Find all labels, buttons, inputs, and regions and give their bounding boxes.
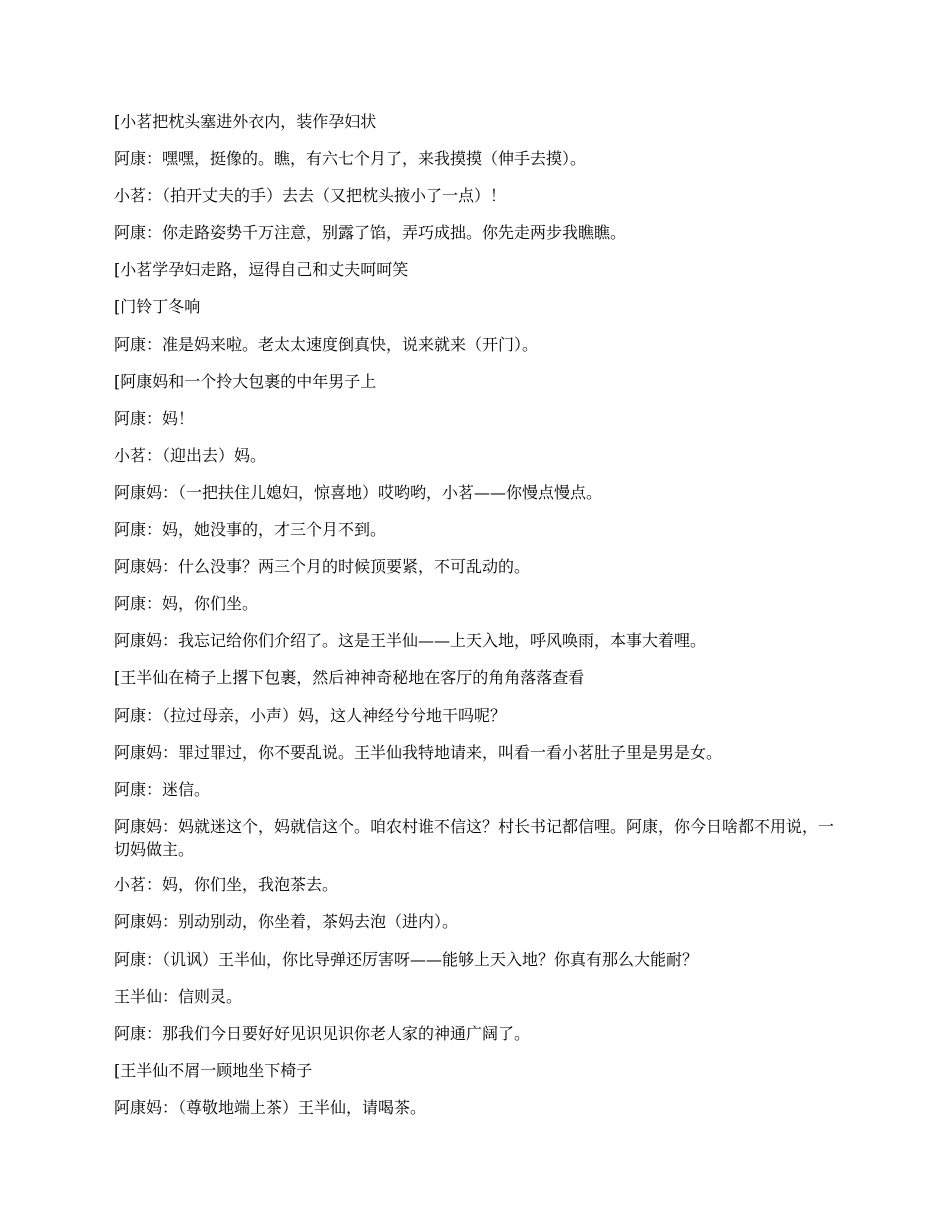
script-line: 小茗：妈，你们坐，我泡茶去。 <box>114 875 339 895</box>
script-line: 小茗：（迎出去）妈。 <box>114 445 267 465</box>
script-line: 阿康妈：妈就迷这个，妈就信这个。咱农村谁不信这？村长书记都信哩。阿康，你今日啥都不用说，一切妈做主。 <box>114 816 835 859</box>
script-line: 阿康：迷信。 <box>114 779 211 799</box>
script-line: 阿康妈：什么没事？两三个月的时候顶要紧，不可乱动的。 <box>114 557 531 577</box>
stage-direction: [王半仙不屑一顾地坐下椅子 <box>114 1060 313 1080</box>
script-line: 阿康：（拉过母亲，小声）妈，这人神经兮兮地干吗呢？ <box>114 705 507 725</box>
script-line: 王半仙：信则灵。 <box>114 986 243 1006</box>
script-line: 阿康妈：别动别动，你坐着，茶妈去泡（进内）。 <box>114 912 459 932</box>
script-line: 阿康：（讥讽）王半仙，你比导弹还厉害呀——能够上天入地？你真有那么大能耐？ <box>114 949 699 969</box>
script-text <box>114 110 840 1133</box>
stage-direction: [门铃丁冬响 <box>114 297 201 317</box>
script-line: 小茗：（拍开丈夫的手）去去（又把枕头掖小了一点）！ <box>114 186 507 206</box>
stage-direction: [阿康妈和一个拎大包裹的中年男子上 <box>114 371 377 391</box>
script-line: 阿康妈：我忘记给你们介绍了。这是王半仙——上天入地，呼风唤雨，本事大着哩。 <box>114 631 707 651</box>
script-line: 阿康：妈，她没事的，才三个月不到。 <box>114 520 387 540</box>
stage-direction: [小茗学孕妇走路，逗得自己和丈夫呵呵笑 <box>114 260 409 280</box>
script-line: 阿康妈：罪过罪过，你不要乱说。王半仙我特地请来，叫看一看小茗肚子里是男是女。 <box>114 742 723 762</box>
script-line: 阿康：你走路姿势千万注意，别露了馅，弄巧成拙。你先走两步我瞧瞧。 <box>114 223 627 243</box>
script-line: 阿康妈：（尊敬地端上茶）王半仙，请喝茶。 <box>114 1097 427 1117</box>
script-line: 阿康：嘿嘿，挺像的。瞧，有六七个月了，来我摸摸（伸手去摸）。 <box>114 149 587 169</box>
script-line: 阿康：妈！ <box>114 408 195 428</box>
script-line: [小茗把枕头塞进外衣内，装作孕妇状 <box>114 112 377 131</box>
stage-direction: [王半仙在椅子上撂下包裹，然后神神奇秘地在客厅的角角落落查看 <box>114 668 585 688</box>
script-line: 阿康：那我们今日要好好见识见识你老人家的神通广阔了。 <box>114 1023 531 1043</box>
script-line: 阿康：准是妈来啦。老太太速度倒真快，说来就来（开门）。 <box>114 334 539 354</box>
script-line: 阿康：妈，你们坐。 <box>114 594 259 614</box>
script-line: 阿康妈：（一把扶住儿媳妇，惊喜地）哎哟哟，小茗——你慢点慢点。 <box>114 482 603 502</box>
